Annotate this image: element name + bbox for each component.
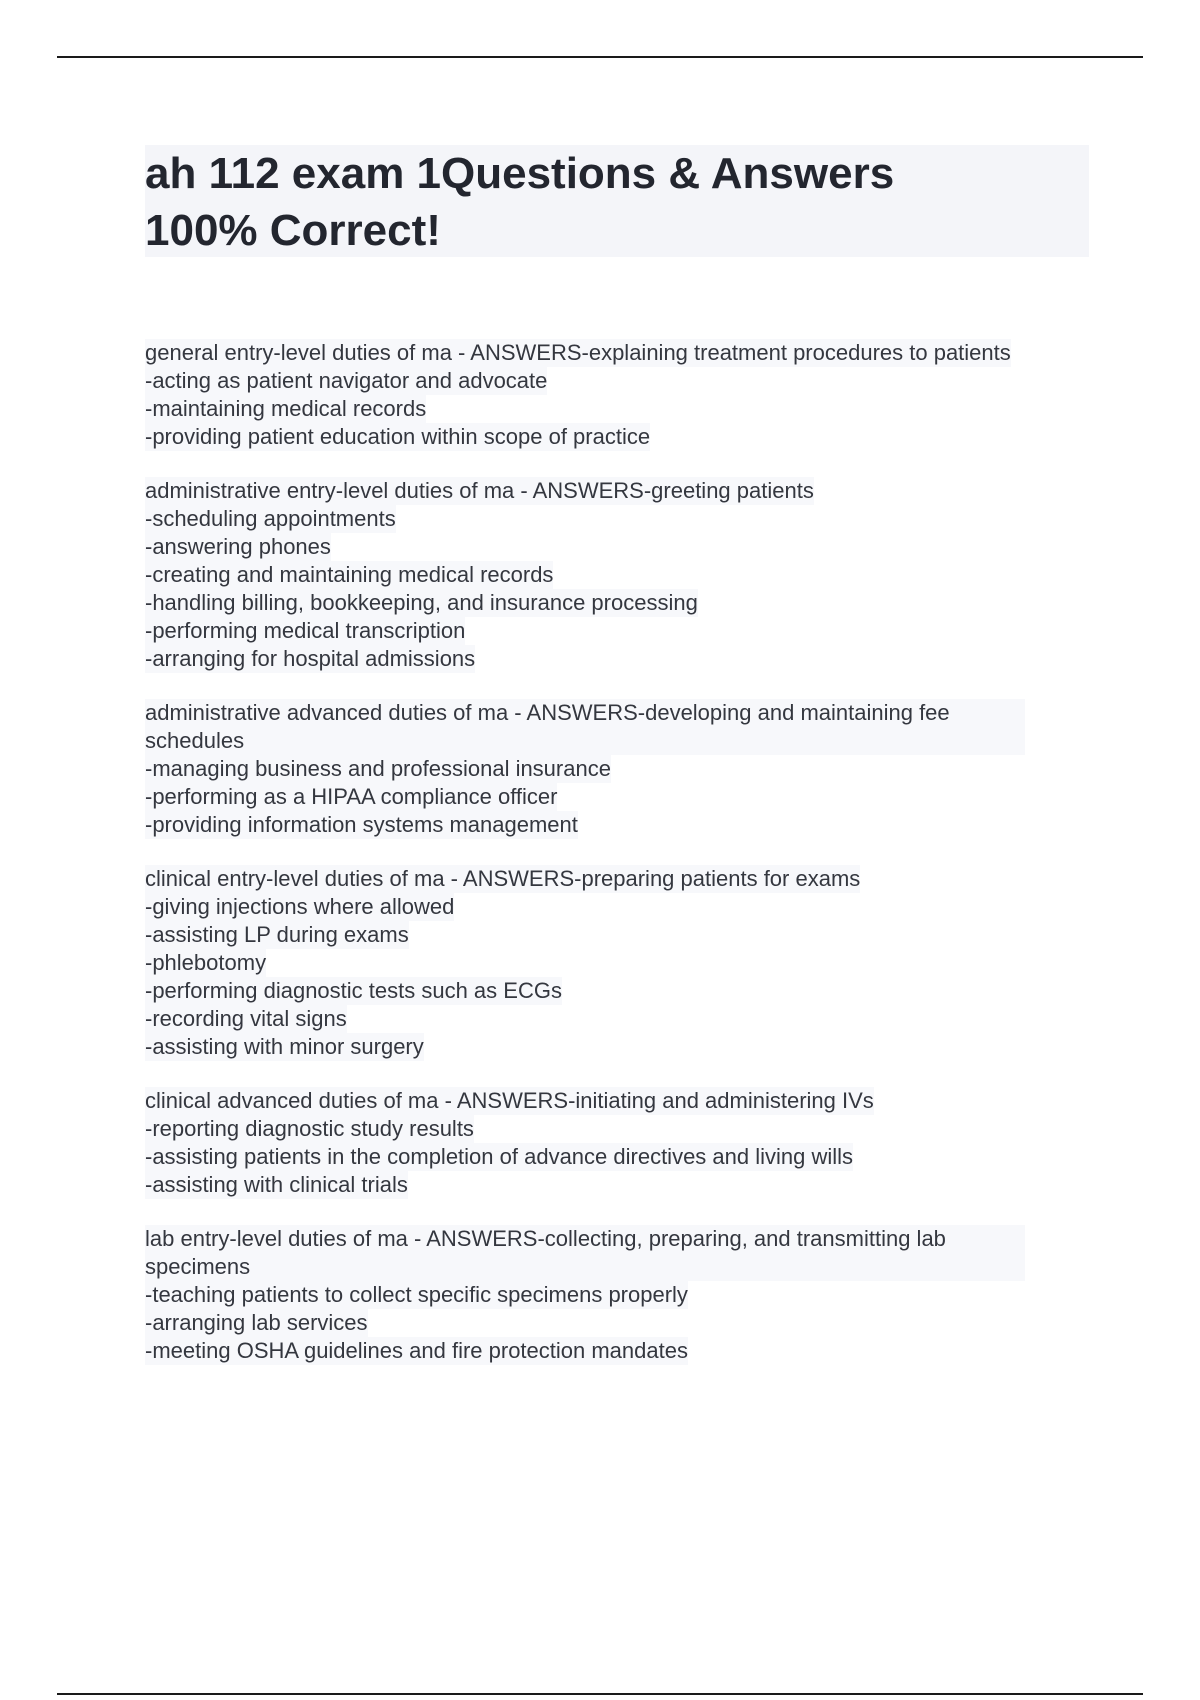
- top-rule: [57, 56, 1143, 58]
- qa-answer-line: -assisting patients in the completion of advance directives and living wills: [145, 1144, 854, 1169]
- qa-answer-line: -assisting LP during exams: [145, 922, 409, 947]
- qa-answer-line: -managing business and professional insurance: [145, 756, 611, 781]
- qa-answer-line: -providing information systems management: [145, 812, 578, 837]
- qa-answer-line: -performing as a HIPAA compliance officer: [145, 784, 558, 809]
- qa-answer-line: -meeting OSHA guidelines and fire protection mandates: [145, 1338, 688, 1363]
- qa-answer-line: -arranging lab services: [145, 1310, 368, 1335]
- qa-answer-line: -handling billing, bookkeeping, and insurance processing: [145, 590, 698, 615]
- page-title: [145, 145, 1089, 259]
- qa-answer-line: -reporting diagnostic study results: [145, 1116, 474, 1141]
- title-block: [145, 145, 1089, 257]
- qa-question-line: lab entry-level duties of ma - ANSWERS-collecting, preparing, and transmitting lab specimens: [145, 1225, 1025, 1281]
- qa-answer-line: -scheduling appointments: [145, 506, 396, 531]
- qa-item: [145, 699, 1055, 839]
- qa-item: [145, 339, 1055, 451]
- qa-item: [145, 1087, 1055, 1199]
- qa-answer-line: -maintaining medical records: [145, 396, 427, 421]
- qa-answer-line: -teaching patients to collect specific specimens properly: [145, 1282, 688, 1307]
- qa-question-line: clinical entry-level duties of ma - ANSWERS-preparing patients for exams: [145, 866, 861, 891]
- qa-answer-line: -answering phones: [145, 534, 331, 559]
- qa-question-line: clinical advanced duties of ma - ANSWERS-initiating and administering IVs: [145, 1088, 874, 1113]
- qa-answer-line: -providing patient education within scope of practice: [145, 424, 651, 449]
- qa-answer-line: -performing medical transcription: [145, 618, 466, 643]
- title-line-1: ah 112 exam 1Questions & Answers: [145, 149, 895, 198]
- qa-answer-line: -assisting with minor surgery: [145, 1034, 424, 1059]
- qa-item: [145, 477, 1055, 673]
- qa-answer-line: -performing diagnostic tests such as ECGs: [145, 978, 562, 1003]
- qa-question-line: administrative entry-level duties of ma - ANSWERS-greeting patients: [145, 478, 814, 503]
- qa-item: [145, 865, 1055, 1061]
- qa-answer-line: -creating and maintaining medical records: [145, 562, 554, 587]
- qa-answer-line: -acting as patient navigator and advocate: [145, 368, 548, 393]
- bottom-rule: [57, 1693, 1143, 1695]
- title-line-2: 100% Correct!: [145, 206, 441, 255]
- qa-answer-line: -recording vital signs: [145, 1006, 347, 1031]
- qa-item: [145, 1225, 1055, 1365]
- qa-question-line: administrative advanced duties of ma - ANSWERS-developing and maintaining fee schedules: [145, 699, 1025, 755]
- qa-question-line: general entry-level duties of ma - ANSWERS-explaining treatment procedures to patients: [145, 340, 1011, 365]
- qa-answer-line: -arranging for hospital admissions: [145, 646, 476, 671]
- qa-answer-line: -phlebotomy: [145, 950, 267, 975]
- qa-answer-line: -giving injections where allowed: [145, 894, 455, 919]
- qa-list: [145, 339, 1055, 1391]
- qa-answer-line: -assisting with clinical trials: [145, 1172, 408, 1197]
